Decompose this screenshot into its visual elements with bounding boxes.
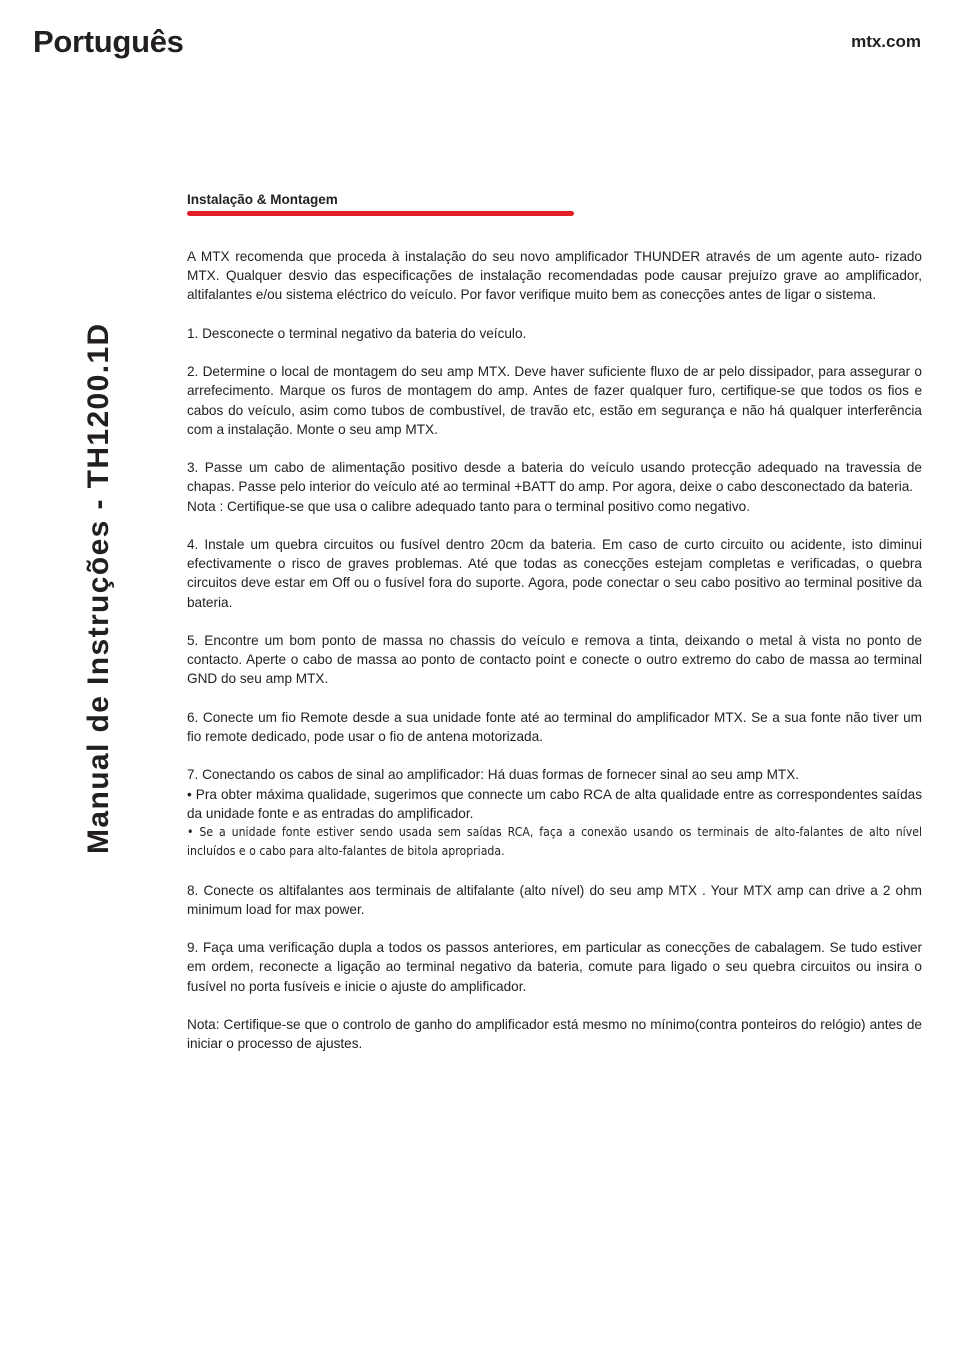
section-heading: Instalação & Montagem <box>187 192 338 207</box>
step-4: 4. Instale um quebra circuitos ou fusível dentro 20cm da bateria. Em caso de curto circuito ou acidente, isto diminui efectivamente o risco de graves problemas. Até que todas as conecções estejam completas e verificadas, o quebra circuitos deve estar em Off ou o fusível fora do suporte. Agora, pode conectar o seu cabo positivo ao terminal positive da bateria. <box>187 536 922 610</box>
step-2: 2. Determine o local de montagem do seu amp MTX. Deve haver suficiente fluxo de ar pelo dissipador, para assegurar o arrefecimento. Marque os furos de montagem do amp. Antes de fazer qualquer furo, certifique-se que todos os fios e cabos do veículo, asim como tubos de combustível, de travão etc, estão em segurança e não há qualquer interferência com a instalação. Monte o seu amp MTX. <box>187 364 922 437</box>
manual-title-vertical: Manual de Instruções - TH1200.1D <box>82 322 115 854</box>
step-3: 3. Passe um cabo de alimentação positivo desde a bateria do veículo usando protecção adequado na travessia de chapas. Passe pelo interior do veículo até ao terminal +BATT do amp. Por agora, deixe o cabo desconectado da bateria. <box>187 460 922 495</box>
step-5: 5. Encontre um bom ponto de massa no chassis do veículo e remova a tinta, deixando o metal à vista no ponto de contacto. Aperte o cabo de massa ao ponto de contacto point e conecte o outro extremo do cabo de massa ao terminal GND do seu amp MTX. <box>187 632 922 687</box>
instructions-body <box>187 247 922 1073</box>
intro-paragraph: A MTX recomenda que proceda à instalação do seu novo amplificador THUNDER através de um agente auto- rizado MTX. Qualquer desvio das especificações de instalação recomendadas pode causar prejuízo grave ao amplificador, altifalantes e/ou sistema eléctrico do veículo. Por favor verifique muito bem as conecções antes de ligar o sistema. <box>187 249 922 303</box>
spacer <box>187 861 922 880</box>
step-1: 1. Desconecte o terminal negativo da bateria do veículo. <box>187 325 527 341</box>
step-6: 6. Conecte um fio Remote desde a sua unidade fonte até ao terminal do amplificador MTX. Se a sua fonte não tiver um fio remote dedicado, pode usar o fio de antena motorizada. <box>187 709 922 744</box>
step-7-bullet-high-level: • Se a unidade fonte estiver sendo usada sem saídas RCA, faça a conexão usando os terminais de alto-falantes de alto nível incluídos e o cabo para alto-falantes de bitola apropriada. <box>187 824 922 859</box>
website-url: mtx.com <box>851 32 921 51</box>
step-9: 9. Faça uma verificação dupla a todos os passos anteriores, em particular as conecções de cabalagem. Se tudo estiver em ordem, reconecte a ligação ao terminal negativo da bateria, comute para ligado o seu quebra circuitos ou insira o fusível no porta fusíveis e inicie o ajuste do amplificador. <box>187 940 922 994</box>
section-divider <box>187 211 574 216</box>
step-3-note: Nota : Certifique-se que usa o calibre adequado tanto para o terminal positivo como negativo. <box>187 498 750 514</box>
step-7: 7. Conectando os cabos de sinal ao amplificador: Há duas formas de fornecer sinal ao seu amp MTX. <box>187 767 800 783</box>
page-title: Português <box>33 24 184 59</box>
step-8: 8. Conecte os altifalantes aos terminais de altifalante (alto nível) do seu amp MTX . Your MTX amp can drive a 2 ohm minimum load for max power. <box>187 882 922 917</box>
step-7-bullet-rca: • Pra obter máxima qualidade, sugerimos que connecte um cabo RCA de alta qualidade entre as correspondentes saídas da unidade fonte e as entradas do amplificador. <box>187 786 922 821</box>
final-note: Nota: Certifique-se que o controlo de ganho do amplificador está mesmo no mínimo(contra ponteiros do relógio) antes de iniciar o processo de ajustes. <box>187 1016 922 1052</box>
